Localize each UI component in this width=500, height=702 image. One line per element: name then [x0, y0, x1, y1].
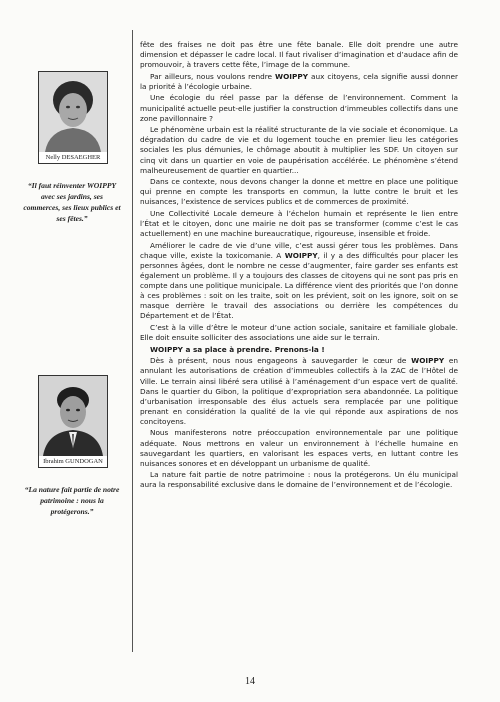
article-body	[140, 40, 458, 492]
column-divider	[132, 30, 133, 652]
paragraph: Par ailleurs, nous voulons rendre WOIPPY aux citoyens, cela signifie aussi donner la priorité à l’écologie urbaine.	[140, 71, 458, 91]
paragraph: fête des fraises ne doit pas être une fête banale. Elle doit prendre une autre dimension et dépasser le cadre local. Il faut rivaliser d’imagination et d’audace afin de promouvoir, à travers cette fête, l’image de la commune.	[140, 40, 458, 70]
pull-quote-1: “Il faut réinventer WOIPPY avec ses jardins, ses commerces, ses lieux publics et ses fêtes.”	[23, 181, 121, 223]
paragraph: Nous manifesterons notre préoccupation environnementale par une politique adéquate. Nous mettrons en valeur un environnement à l’échelle humaine en sauvegardant les quartiers, en valorisant les espaces verts, en luttant contre les nuisances sonores et en développant un urbanisme de qualité.	[140, 428, 458, 468]
page-number: 14	[245, 676, 255, 687]
portrait-caption-2: Ibrahim GUNDOGAN	[38, 456, 108, 468]
paragraph: Dès à présent, nous nous engageons à sauvegarder le cœur de WOIPPY en annulant les autorisations de création d’immeubles collectifs à la ZAC de l’Hôtel de Ville. Le terrain ainsi libéré sera utilisé à l’aménagement d’un espace vert de qualité. Dans le quartier du Gibon, la politique d’expropriation sera abandonnée. La politique d’urbanisation irresponsable des élus actuels sera remplacée par une politique prenant en considération la qualité de la vie qui réponde aux aspirations de nos concitoyens.	[140, 356, 458, 426]
pull-quote-2: “La nature fait partie de notre patrimoine : nous la protégerons.”	[24, 485, 120, 516]
portrait-caption-1: Nelly DESAEGHER	[38, 152, 108, 164]
portrait-photo-1	[38, 71, 108, 153]
paragraph: La nature fait partie de notre patrimoine : nous la protégerons. Un élu municipal aura la responsabilité exclusive dans le domaine de l’environnement et de l’écologie.	[140, 470, 458, 490]
paragraph: C’est à la ville d’être le moteur d’une action sociale, sanitaire et familiale globale. Elle doit ensuite solliciter des associations une aide sur le terrain.	[140, 323, 458, 343]
paragraph: Une écologie du réel passe par la défense de l’environnement. Comment la municipalité actuelle peut-elle justifier la construction d’immeubles collectifs dans une zone pavillonnaire ?	[140, 93, 458, 123]
paragraph: Dans ce contexte, nous devons changer la donne et mettre en place une politique qui prenne en compte les transports en commun, la lutte contre le bruit et les nuisances, l’existence de services publics et de commerces de proximité.	[140, 177, 458, 207]
section-heading: WOIPPY a sa place à prendre. Prenons-la !	[150, 344, 325, 354]
portrait-photo-2	[38, 375, 108, 457]
paragraph: Améliorer le cadre de vie d’une ville, c’est aussi gérer tous les problèmes. Dans chaque ville, existe la toxicomanie. A WOIPPY, il y a des difficultés pour placer les personnes âgées, dont le nombre ne cesse d’augmenter, faire garder ses enfants est également un problème. Il y a toujours des classes de citoyens qui ne sont pas pris en compte dans une politique municipale. La différence vient des priorités que l’on donne à ces problèmes : soit on les traite, soit on les prévient, soit on les ignore, soit on se masque derrière le travail des associations ou derrière les compétences du Département et de l’État.	[140, 240, 459, 321]
paragraph: Le phénomène urbain est la réalité structurante de la vie sociale et économique. La dégradation du cadre de vie et du logement touche en premier lieu les catégories sociales les plus démunies, le chômage aboutit à multiplier les SDF. Un citoyen sur cinq vit dans un quartier en voie de paupérisation accélérée. Le phénomène s’étend malheureusement de quartier en quartier...	[140, 125, 458, 175]
paragraph: Une Collectivité Locale demeure à l’échelon humain et représente le lien entre l’État et le citoyen, donc une mairie ne doit pas se transformer (comme c’est le cas actuellement) en une machine bureaucratique, rigoureuse, insensible et froide.	[140, 209, 458, 239]
